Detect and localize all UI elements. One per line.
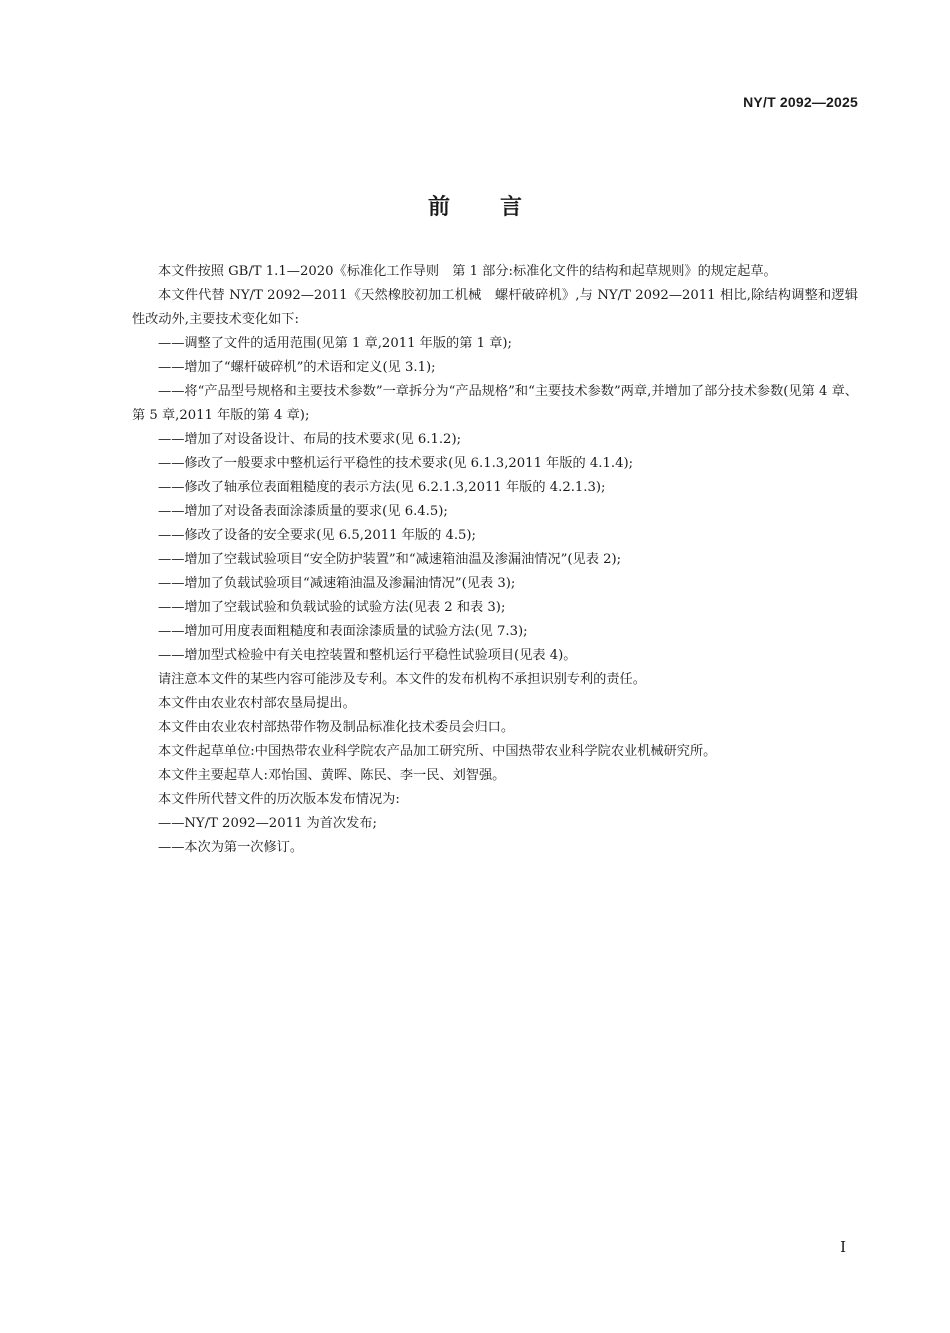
page-title xyxy=(0,190,950,221)
paragraph: 本文件代替 NY/T 2092—2011《天然橡胶初加工机械 螺杆破碎机》,与 NY/T 2092—2011 相比,除结构调整和逻辑性改动外,主要技术变化如下: xyxy=(132,288,858,327)
page-number: I xyxy=(840,1238,846,1256)
list-item: ——修改了轴承位表面粗糙度的表示方法(见 6.2.1.3,2011 年版的 4.2.1.3); xyxy=(158,480,606,495)
list-item: ——本次为第一次修订。 xyxy=(158,840,304,855)
paragraph: 请注意本文件的某些内容可能涉及专利。本文件的发布机构不承担识别专利的责任。 xyxy=(158,672,646,687)
list-item: ——增加了空载试验项目“安全防护装置”和“减速箱油温及渗漏油情况”(见表 2); xyxy=(158,552,622,567)
paragraph: 本文件按照 GB/T 1.1—2020《标准化工作导则 第 1 部分:标准化文件的结构和起草规则》的规定起草。 xyxy=(158,264,777,279)
list-item: ——增加型式检验中有关电控装置和整机运行平稳性试验项目(见表 4)。 xyxy=(158,648,577,663)
paragraph: 本文件所代替文件的历次版本发布情况为: xyxy=(158,792,400,807)
paragraph: 本文件由农业农村部农垦局提出。 xyxy=(158,696,356,711)
foreword-body xyxy=(132,260,858,860)
standard-code: NY/T 2092—2025 xyxy=(743,94,858,110)
list-item: ——调整了文件的适用范围(见第 1 章,2011 年版的第 1 章); xyxy=(158,336,512,351)
paragraph: 本文件起草单位:中国热带农业科学院农产品加工研究所、中国热带农业科学院农业机械研究所。 xyxy=(158,744,717,759)
list-item: ——将“产品型号规格和主要技术参数”一章拆分为“产品规格”和“主要技术参数”两章,并增加了部分技术参数(见第 4 章、第 5 章,2011 年版的第 4 章); xyxy=(132,384,858,423)
list-item: ——增加了对设备表面涂漆质量的要求(见 6.4.5); xyxy=(158,504,448,519)
list-item: ——增加可用度表面粗糙度和表面涂漆质量的试验方法(见 7.3); xyxy=(158,624,528,639)
list-item: ——增加了对设备设计、布局的技术要求(见 6.1.2); xyxy=(158,432,462,447)
list-item: ——增加了空载试验和负载试验的试验方法(见表 2 和表 3); xyxy=(158,600,506,615)
paragraph: 本文件由农业农村部热带作物及制品标准化技术委员会归口。 xyxy=(158,720,515,735)
list-item: ——修改了一般要求中整机运行平稳性的技术要求(见 6.1.3,2011 年版的 4.1.4); xyxy=(158,456,634,471)
paragraph: 本文件主要起草人:邓怡国、黄晖、陈民、李一民、刘智强。 xyxy=(158,768,506,783)
list-item: ——NY/T 2092—2011 为首次发布; xyxy=(158,816,377,831)
page-title-char-2: 言 xyxy=(500,195,523,220)
page-title-char-1: 前 xyxy=(427,195,450,220)
list-item: ——修改了设备的安全要求(见 6.5,2011 年版的 4.5); xyxy=(158,528,477,543)
list-item: ——增加了“螺杆破碎机”的术语和定义(见 3.1); xyxy=(158,360,436,375)
list-item: ——增加了负载试验项目“减速箱油温及渗漏油情况”(见表 3); xyxy=(158,576,516,591)
